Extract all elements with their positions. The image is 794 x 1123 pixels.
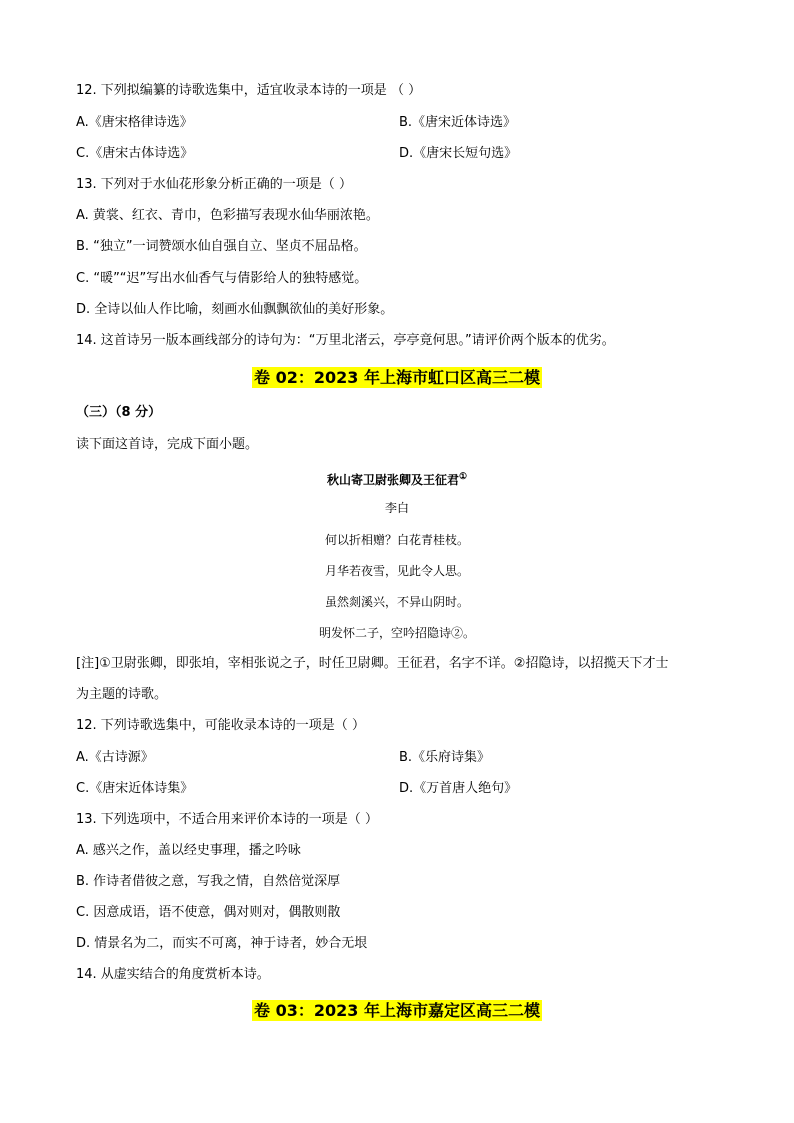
option-c: C. “暖”“迟”写出水仙香气与倩影给人的独特感觉。: [76, 271, 368, 286]
annotation: [注]①卫尉张卿，即张垍，宰相张说之子，时任卫尉卿。王征君，名字不详。②招隐诗，以招揽天下才士: [76, 656, 669, 671]
option-b: B.《乐府诗集》: [399, 750, 491, 765]
question-14: 14. 这首诗另一版本画线部分的诗句为：“万里北渚云，亭亭竟何思。”请评价两个版本的优劣。: [76, 333, 615, 348]
option-b: B. 作诗者借彼之意，写我之情，自然倍觉深厚: [76, 874, 341, 889]
option-c: C.《唐宋近体诗集》: [76, 781, 194, 796]
poem-line: 虽然剡溪兴，不异山阴时。: [324, 595, 469, 609]
question-14: 14. 从虚实结合的角度赏析本诗。: [76, 967, 270, 982]
poem-line: 明发怀二子，空吟招隐诗②。: [318, 626, 475, 640]
question-12: 12. 下列诗歌选集中，可能收录本诗的一项是（ ）: [76, 718, 365, 733]
option-d: D. 全诗以仙人作比喻，刻画水仙飘飘欲仙的美好形象。: [76, 302, 394, 317]
poem-line: 月华若夜雪，见此令人思。: [324, 564, 469, 578]
option-a: A.《唐宋格律诗选》: [76, 115, 193, 130]
option-c: C.《唐宋古体诗选》: [76, 146, 194, 161]
poem-title: [0, 469, 794, 488]
question-13: 13. 下列对于水仙花形象分析正确的一项是（ ）: [76, 177, 352, 192]
heading-text: 卷 03：2023 年上海市嘉定区高三二模: [254, 1001, 540, 1020]
option-c: C. 因意成语，语不使意，偶对则对，偶散则散: [76, 905, 341, 920]
section-label: （三）（8 分）: [76, 405, 162, 420]
option-b: B. “独立”一词赞颂水仙自强自立、坚贞不屈品格。: [76, 239, 367, 254]
option-b: B.《唐宋近体诗选》: [399, 115, 517, 130]
heading-text: 卷 02：2023 年上海市虹口区高三二模: [254, 368, 540, 387]
question-12: 12. 下列拟编纂的诗歌选集中，适宜收录本诗的一项是 （ ）: [76, 83, 422, 98]
option-d: D. 情景名为二，而实不可离，神于诗者，妙合无垠: [76, 936, 368, 951]
option-a: A. 感兴之作，盖以经史事理，播之吟咏: [76, 843, 301, 858]
option-d: D.《唐宋长短句选》: [399, 146, 518, 161]
poem-title-text: 秋山寄卫尉张卿及王征君: [326, 473, 459, 487]
instruction: 读下面这首诗，完成下面小题。: [76, 437, 259, 452]
question-13: 13. 下列选项中，不适合用来评价本诗的一项是（ ）: [76, 812, 378, 827]
option-a: A. 黄裳、红衣、青巾，色彩描写表现水仙华丽浓艳。: [76, 208, 379, 223]
option-d: D.《万首唐人绝句》: [399, 781, 518, 796]
poem-author: 李白: [384, 501, 409, 515]
poem-line: 何以折相赠？白花青桂枝。: [324, 533, 469, 547]
option-a: A.《古诗源》: [76, 750, 154, 765]
poem-title-note: ①: [458, 472, 468, 482]
section-heading: [0, 367, 794, 389]
section-heading: [0, 1000, 794, 1022]
annotation-cont: 为主题的诗歌。: [76, 687, 168, 702]
